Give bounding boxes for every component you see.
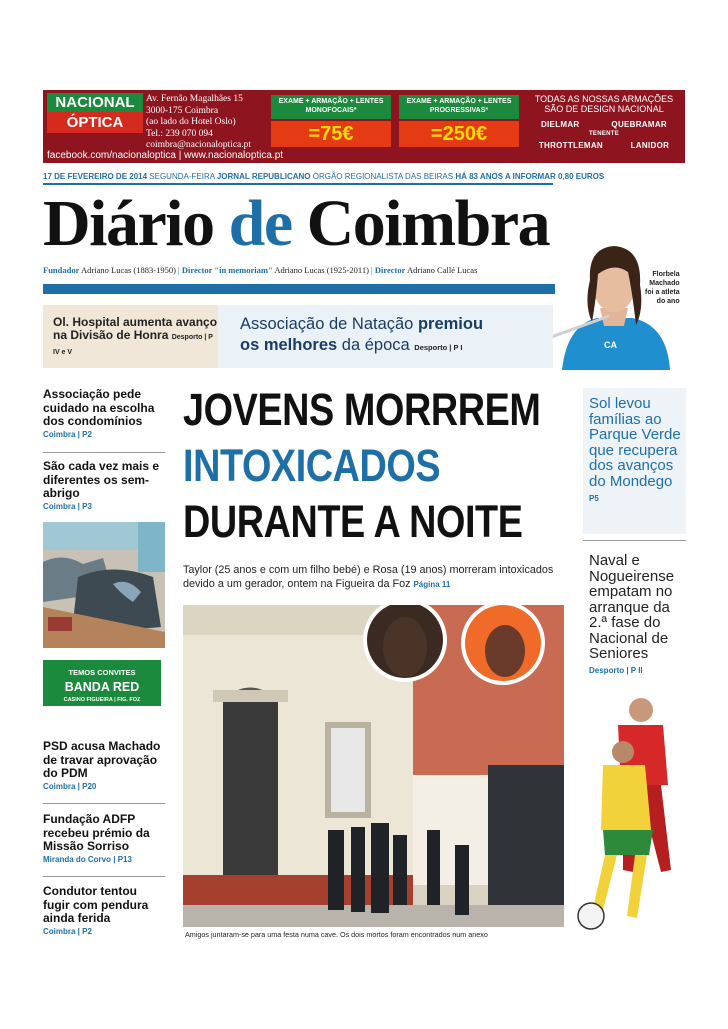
founder-label: Fundador: [43, 265, 80, 275]
founder-name: Adriano Lucas (1883-1950): [81, 265, 176, 275]
weekday: SEGUNDA-FEIRA: [149, 172, 215, 181]
story-text: Naval e Nogueirense empatam no arranque da 2.ª fase do Nacional de Seniores: [589, 552, 675, 662]
deal-description: EXAME + ARMAÇÃO + LENTES MONOFOCAIS*: [271, 95, 391, 119]
deal-price: =250€: [399, 121, 519, 147]
teaser-text: da época: [337, 336, 415, 354]
divider: [43, 876, 165, 877]
masthead-rule: [43, 284, 555, 294]
headline-line-1: JOVENS MORRREM: [183, 384, 541, 435]
logo-line-1: NACIONAL: [47, 93, 143, 112]
caption-line: Florbela: [652, 271, 680, 278]
deal-price: =75€: [271, 121, 391, 147]
headline-line-3: DURANTE A NOITE: [183, 496, 523, 547]
left-story[interactable]: [43, 885, 165, 936]
address-line: coimbra@nacionaloptica.pt: [146, 140, 252, 150]
address-line: 3000-175 Coimbra: [146, 105, 219, 116]
teaser-text: Associação de Natação: [240, 315, 418, 333]
story-section: Desporto | P II: [589, 666, 643, 675]
athlete-caption: [645, 270, 680, 306]
ad-venue: CASINO FIGUEIRA | FIG. FOZ: [63, 697, 141, 703]
lead-paragraph: [183, 563, 563, 592]
story-section: Coimbra | P3: [43, 501, 92, 511]
caption-line: Machado: [649, 280, 680, 287]
teaser-hockey[interactable]: [43, 305, 218, 368]
ad-deal-progressive: [399, 95, 519, 147]
story-section: Coimbra | P2: [43, 926, 92, 936]
lead-page-ref: Página 11: [413, 580, 451, 589]
director-memoriam-label: Director "in memoriam": [181, 265, 273, 275]
svg-text:CA: CA: [604, 340, 617, 350]
brand-logo: TENENTE: [588, 131, 620, 137]
masthead-title: [43, 188, 549, 260]
right-story-parque-verde[interactable]: [583, 388, 686, 534]
story-text: Sol levou famílias ao Parque Verde que recupera dos avanços do Mondego: [589, 395, 681, 490]
brand-logo: DIELMAR: [540, 120, 580, 129]
paper-type: JORNAL REPUBLICANO: [216, 172, 311, 181]
advertisement-banner[interactable]: [43, 90, 685, 163]
caption-line: foi a atleta: [645, 289, 680, 296]
brand-logo: QUEBRAMAR: [611, 120, 668, 129]
caption-line: do ano: [656, 298, 680, 305]
address-line: Av. Fernão Magalhães 15: [146, 94, 243, 104]
homeless-bed-photo: [43, 522, 165, 648]
left-story[interactable]: [43, 813, 165, 864]
story-title: PSD acusa Machado de travar aprovação do PDM: [43, 739, 161, 780]
teaser-section: Desporto | P I: [414, 343, 463, 352]
address-line: (ao lado do Hotel Oslo): [146, 117, 236, 127]
brand-logo: LANIDOR: [630, 141, 670, 150]
story-title: Fundação ADFP recebeu prémio da Missão Sorriso: [43, 812, 150, 853]
divider: [43, 452, 165, 453]
teaser-section: Desporto | P IV e V: [53, 334, 213, 356]
deal-description: EXAME + ARMAÇÃO + LENTES PROGRESSIVAS*: [399, 95, 519, 119]
address-line: Tel.: 239 070 094: [146, 128, 213, 139]
paper-organ: ÓRGÃO REGIONALISTA DAS BEIRAS: [312, 172, 454, 181]
ad-deal-monofocal: [271, 95, 391, 147]
right-story-naval[interactable]: [583, 540, 686, 681]
left-story[interactable]: [43, 388, 165, 439]
story-title: Condutor tentou fugir com pendura ainda ferida: [43, 884, 149, 925]
logo-line-2: ÓPTICA: [47, 112, 143, 133]
teaser-title: Ol. Hospital aumenta avanço na Divisão de Honra: [53, 315, 218, 342]
masthead-part: de: [228, 187, 292, 260]
nacional-optica-logo: [47, 93, 143, 135]
masthead-part: Diário: [43, 187, 229, 260]
left-story[interactable]: [43, 740, 165, 791]
teaser-swimming[interactable]: [218, 305, 553, 368]
story-section: Coimbra | P2: [43, 429, 92, 439]
issue-date: 17 DE FEVEREIRO DE 2014: [43, 172, 148, 181]
lead-text: Taylor (25 anos e com um filho bebé) e Rosa (19 anos) morreram intoxicados devido a um gerador, ontem na Figueira da Foz: [183, 564, 554, 590]
issue-price: 0,80 EUROS: [558, 172, 605, 181]
founders-line: Fundador Adriano Lucas (1883-1950) | Director "in memoriam" Adriano Lucas (1925-2011) | Director Adriano Callé Lucas: [43, 265, 478, 275]
director-memoriam-name: Adriano Lucas (1925-2011): [274, 265, 369, 275]
masthead-part: Coimbra: [291, 187, 550, 260]
main-story-photo: [183, 605, 564, 927]
teaser-text-bold: premiou: [417, 315, 484, 333]
photo-caption: Amigos juntaram-se para uma festa numa cave. Os dois mortos foram encontrados num anexo: [185, 930, 488, 939]
ad-title: BANDA RED: [64, 680, 140, 694]
ad-brands-panel: [525, 94, 683, 150]
ad-tagline: SÃO DE DESIGN NACIONAL: [544, 104, 664, 114]
left-story[interactable]: [43, 460, 165, 511]
story-title: São cada vez mais e diferentes os sem-abrigo: [43, 459, 160, 500]
story-section: Miranda do Corvo | P13: [43, 854, 132, 864]
ad-footer-links[interactable]: facebook.com/nacionaloptica | www.nacionaloptica.pt: [47, 150, 284, 161]
dateline: [43, 172, 605, 185]
ad-address: [146, 94, 251, 152]
ad-tagline: TODAS AS NOSSAS ARMAÇÕES: [534, 94, 674, 104]
story-section: Coimbra | P20: [43, 781, 97, 791]
story-page-ref: P5: [589, 494, 599, 503]
banda-red-ad[interactable]: [43, 660, 161, 706]
story-title: Associação pede cuidado na escolha dos condomínios: [43, 387, 155, 428]
teaser-text-bold: os melhores: [240, 336, 338, 354]
divider: [43, 803, 165, 804]
years-informing: HÁ 83 ANOS A INFORMAR: [455, 172, 556, 181]
director-label: Director: [374, 265, 406, 275]
director-name: Adriano Callé Lucas: [407, 265, 478, 275]
ad-line: TEMOS CONVITES: [68, 668, 136, 677]
footballers-photo: [573, 690, 688, 930]
brand-logo: THROTTLEMAN: [538, 141, 603, 150]
headline-line-2: INTOXICADOS: [183, 440, 441, 491]
